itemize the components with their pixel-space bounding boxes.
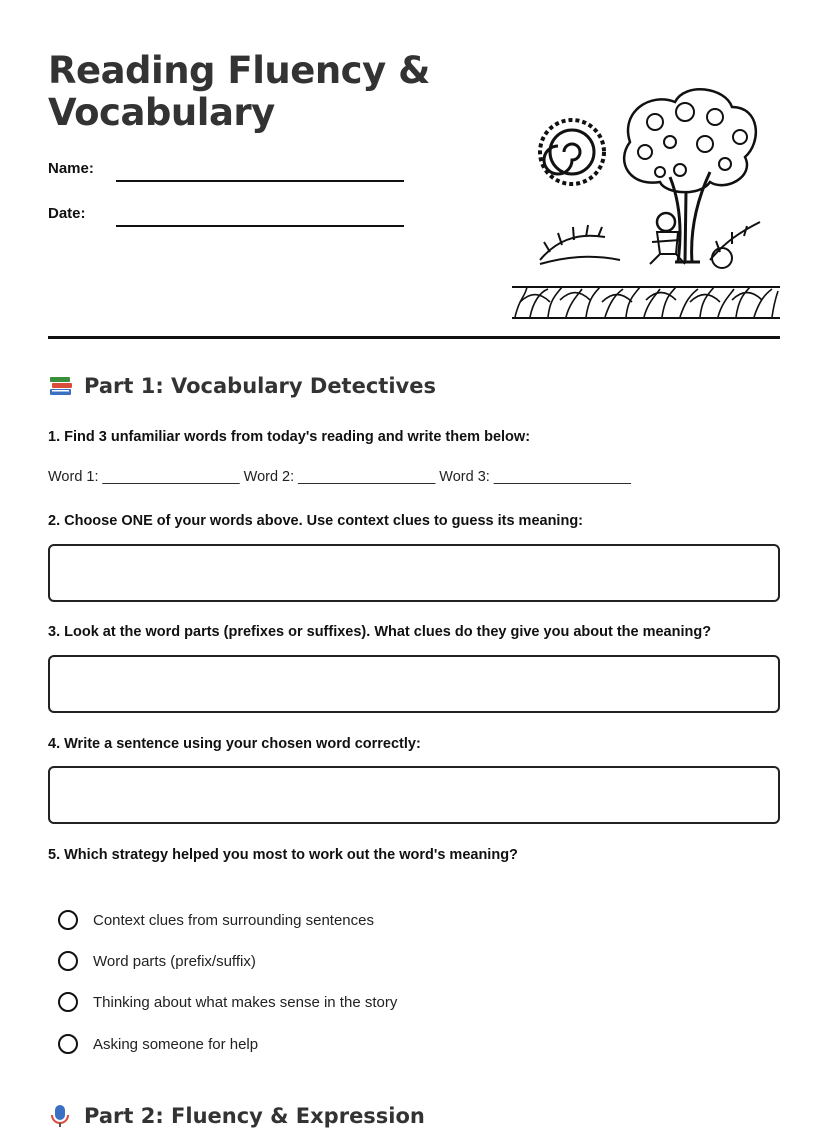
- radio-button[interactable]: [58, 951, 78, 971]
- question-1: 1. Find 3 unfamiliar words from today's reading and write them below:: [48, 429, 531, 445]
- microphone-icon: [48, 1104, 74, 1128]
- answer-box-3[interactable]: [48, 655, 780, 713]
- part1-heading-text: Part 1: Vocabulary Detectives: [84, 374, 436, 398]
- option-ask-help[interactable]: [58, 1034, 258, 1054]
- question-2: 2. Choose ONE of your words above. Use context clues to guess its meaning:: [48, 513, 584, 529]
- radio-button[interactable]: [58, 1034, 78, 1054]
- sun-icon: [540, 120, 604, 184]
- option-context-clues[interactable]: [58, 910, 374, 930]
- name-field[interactable]: [116, 180, 404, 182]
- option-label: Context clues from surrounding sentences: [93, 911, 374, 929]
- word-blanks[interactable]: Word 1: _________________ Word 2: _________________ Word 3: _________________: [48, 469, 631, 485]
- question-4: 4. Write a sentence using your chosen word correctly:: [48, 736, 421, 752]
- section-divider: [48, 336, 780, 339]
- radio-button[interactable]: [58, 910, 78, 930]
- tree-illustration: [510, 82, 782, 320]
- radio-button[interactable]: [58, 992, 78, 1012]
- question-3: 3. Look at the word parts (prefixes or suffixes). What clues do they give you about the meaning?: [48, 624, 712, 640]
- part1-heading: [48, 374, 436, 398]
- date-field[interactable]: [116, 225, 404, 227]
- date-label: Date:: [48, 205, 86, 222]
- question-5: 5. Which strategy helped you most to work out the word's meaning?: [48, 847, 518, 863]
- answer-box-4[interactable]: [48, 766, 780, 824]
- books-icon: [48, 374, 74, 398]
- option-makes-sense[interactable]: [58, 992, 397, 1012]
- worksheet-title: Reading Fluency & Vocabulary: [48, 49, 430, 134]
- option-word-parts[interactable]: [58, 951, 256, 971]
- option-label: Thinking about what makes sense in the story: [93, 993, 398, 1011]
- option-label: Word parts (prefix/suffix): [93, 952, 256, 970]
- name-label: Name:: [48, 160, 94, 177]
- part2-heading-text: Part 2: Fluency & Expression: [84, 1104, 425, 1128]
- answer-box-2[interactable]: [48, 544, 780, 602]
- option-label: Asking someone for help: [93, 1035, 259, 1053]
- part2-heading: [48, 1104, 425, 1128]
